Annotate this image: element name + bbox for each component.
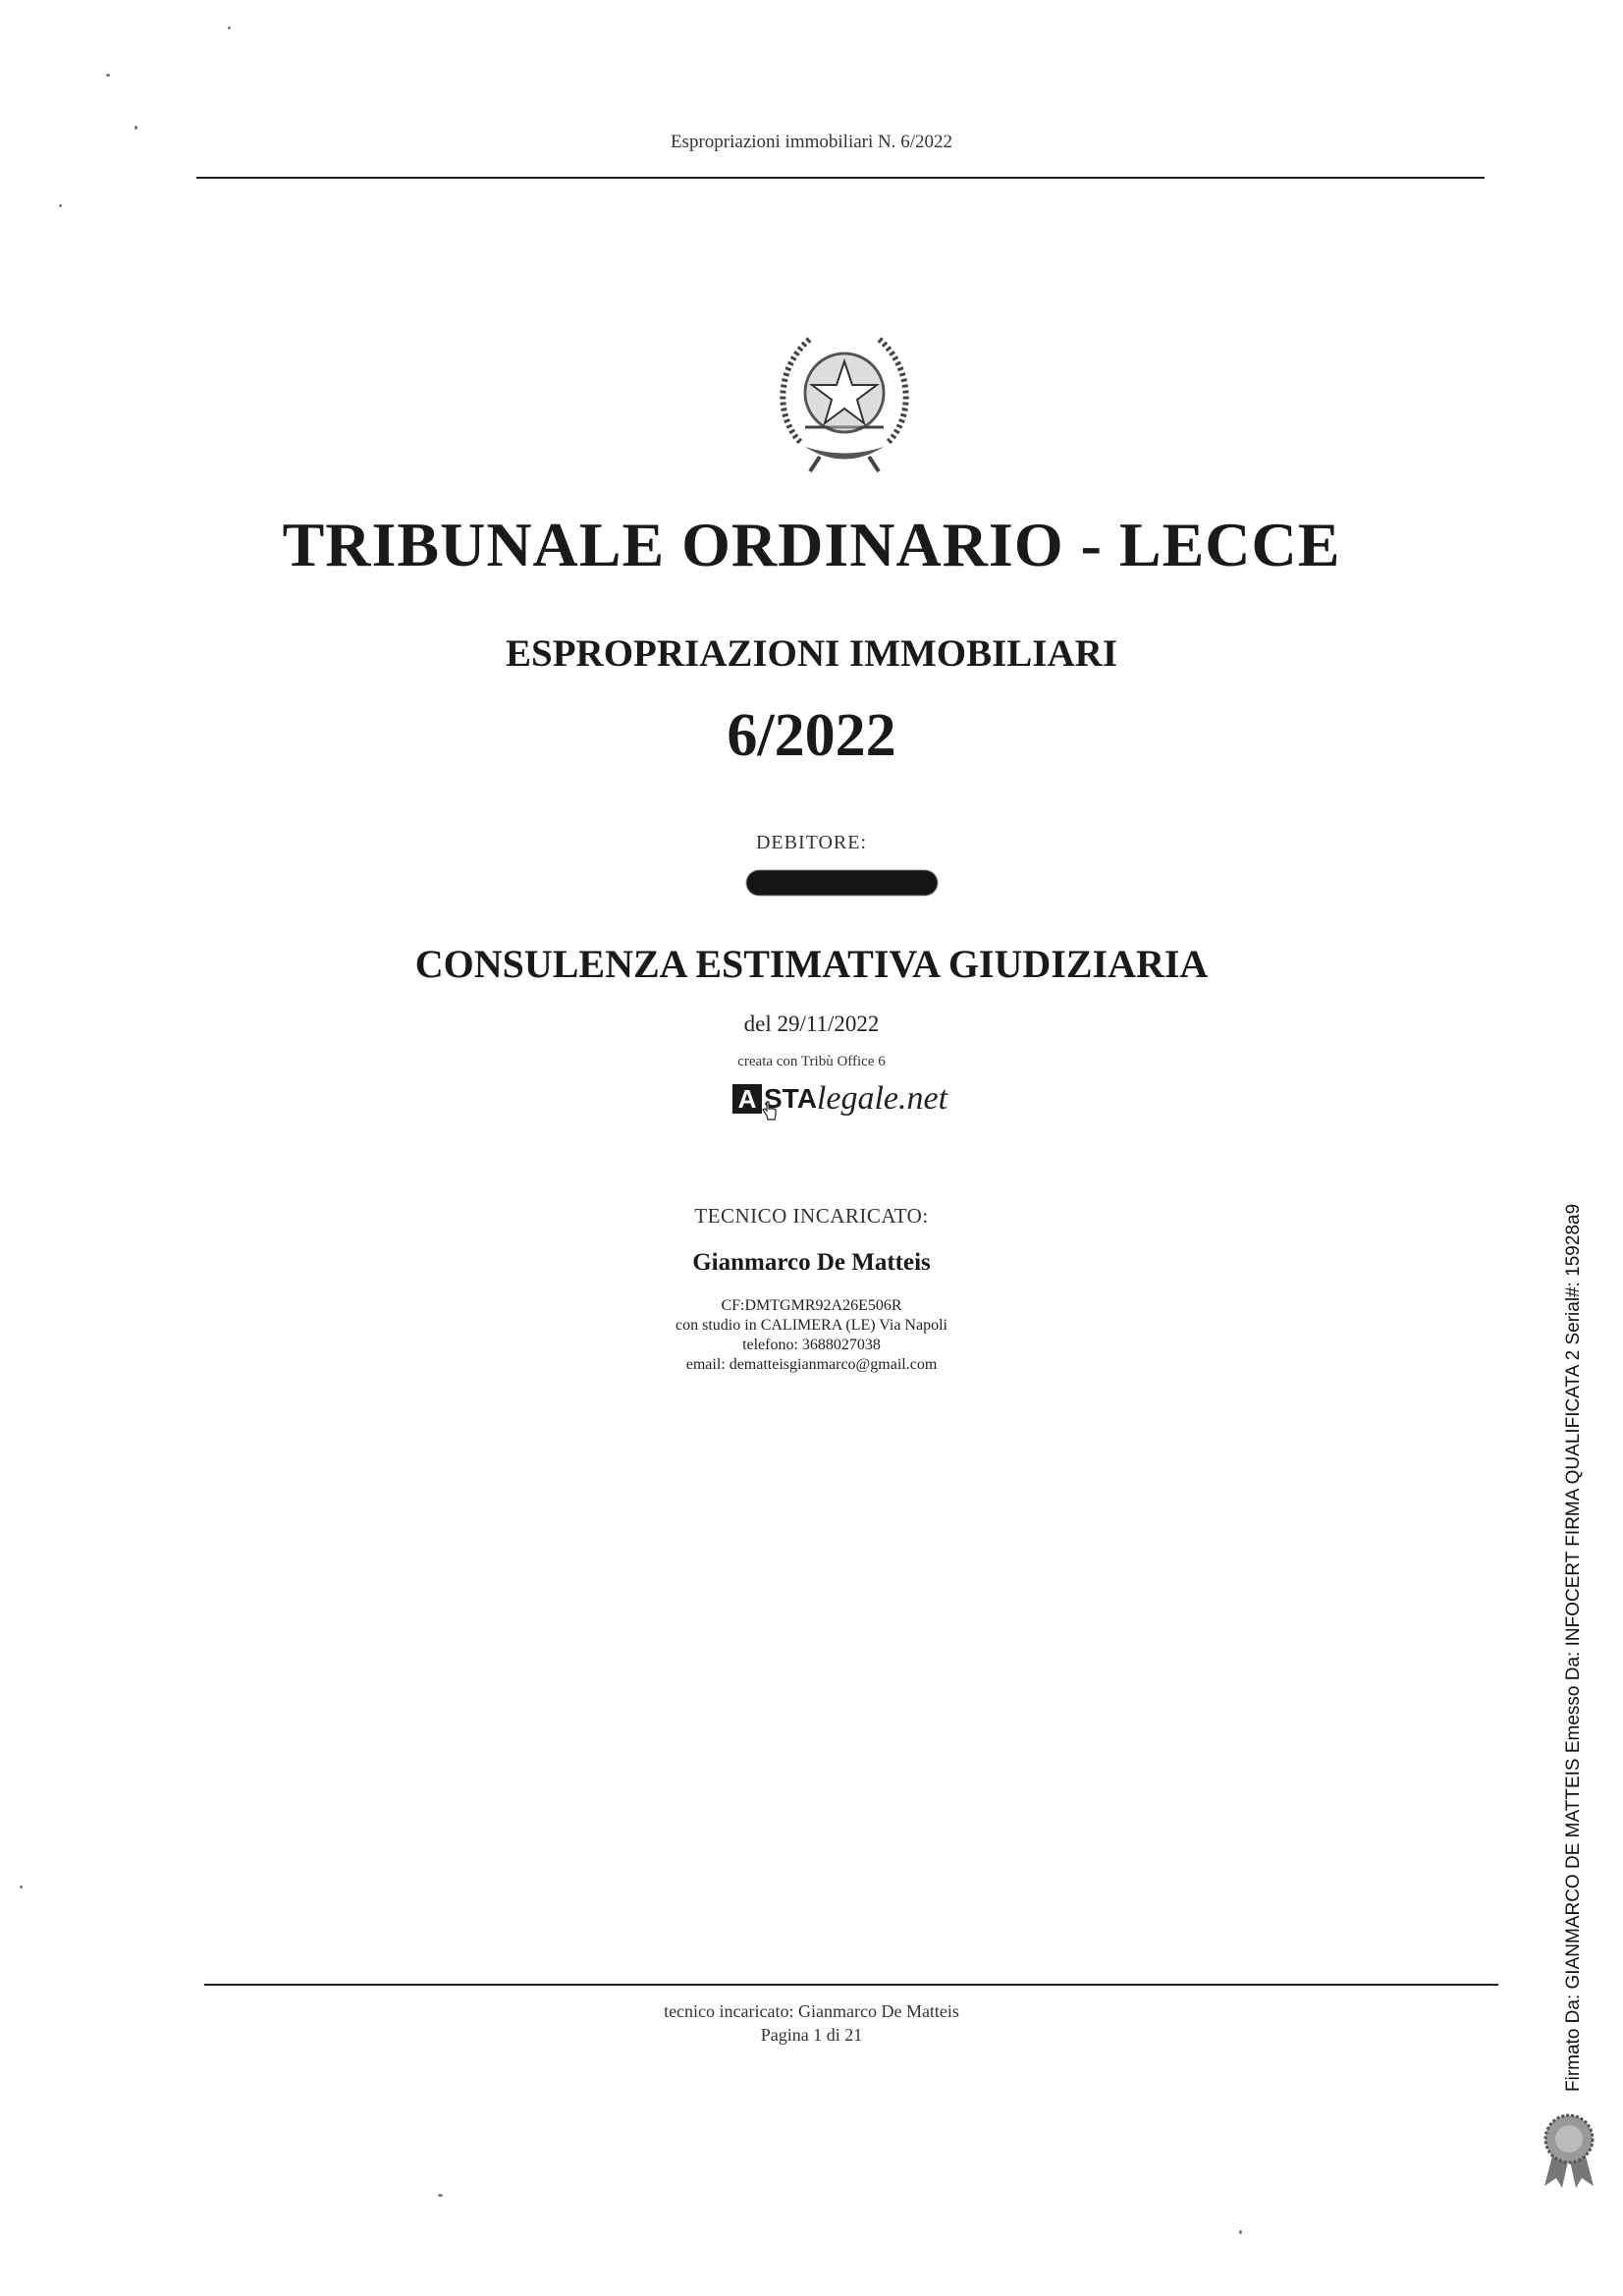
footer-page-number: Pagina 1 di 21 [760,2025,863,2045]
logo-prefix: STA [764,1083,817,1114]
digital-signature-text: Firmato Da: GIANMARCO DE MATTEIS Emesso Da: INFOCERT FIRMA QUALIFICATA 2 Serial#: 15928a9 [1563,1203,1584,2092]
scan-speck [106,74,110,77]
scan-speck [438,2194,443,2197]
document-title: CONSULENZA ESTIMATIVA GIUDIZIARIA [414,942,1209,986]
tecnico-name: Gianmarco De Matteis [692,1249,931,1276]
document-date: del 29/11/2022 [743,1011,880,1036]
logo-a-block: A [732,1084,762,1114]
tecnico-studio: con studio in CALIMERA (LE) Via Napoli [676,1317,947,1334]
scan-speck [135,126,137,130]
digital-signature-seal-icon [1535,2109,1603,2188]
page-footer [0,1999,1623,2047]
scan-speck [20,1886,23,1888]
scan-speck [228,27,231,29]
page-header: Espropriazioni immobiliari N. 6/2022 [670,132,953,152]
italian-republic-emblem-icon [771,324,918,481]
tecnico-label: TECNICO INCARICATO: [694,1204,929,1228]
tecnico-email: email: dematteisgianmarco@gmail.com [685,1356,938,1373]
court-subtitle: ESPROPRIAZIONI IMMOBILIARI [506,632,1117,675]
debitore-redaction [746,870,938,896]
header-divider [196,177,1485,179]
debitore-label: DEBITORE: [755,832,868,853]
footer-tecnico: tecnico incaricato: Gianmarco De Matteis [664,2001,959,2021]
scan-speck [1239,2230,1242,2234]
scan-speck [59,204,62,207]
logo-suffix: legale.net [816,1080,948,1117]
created-with-note: creata con Tribù Office 6 [737,1054,886,1069]
astalegale-logo [732,1075,947,1122]
tecnico-details [0,1296,1623,1375]
court-title: TRIBUNALE ORDINARIO - LECCE [282,510,1341,579]
hand-cursor-icon [762,1101,778,1121]
tecnico-cf: CF:DMTGMR92A26E506R [721,1297,902,1314]
footer-divider [204,1984,1498,1986]
procedure-number: 6/2022 [727,702,896,769]
tecnico-telefono: telefono: 3688027038 [742,1337,881,1353]
